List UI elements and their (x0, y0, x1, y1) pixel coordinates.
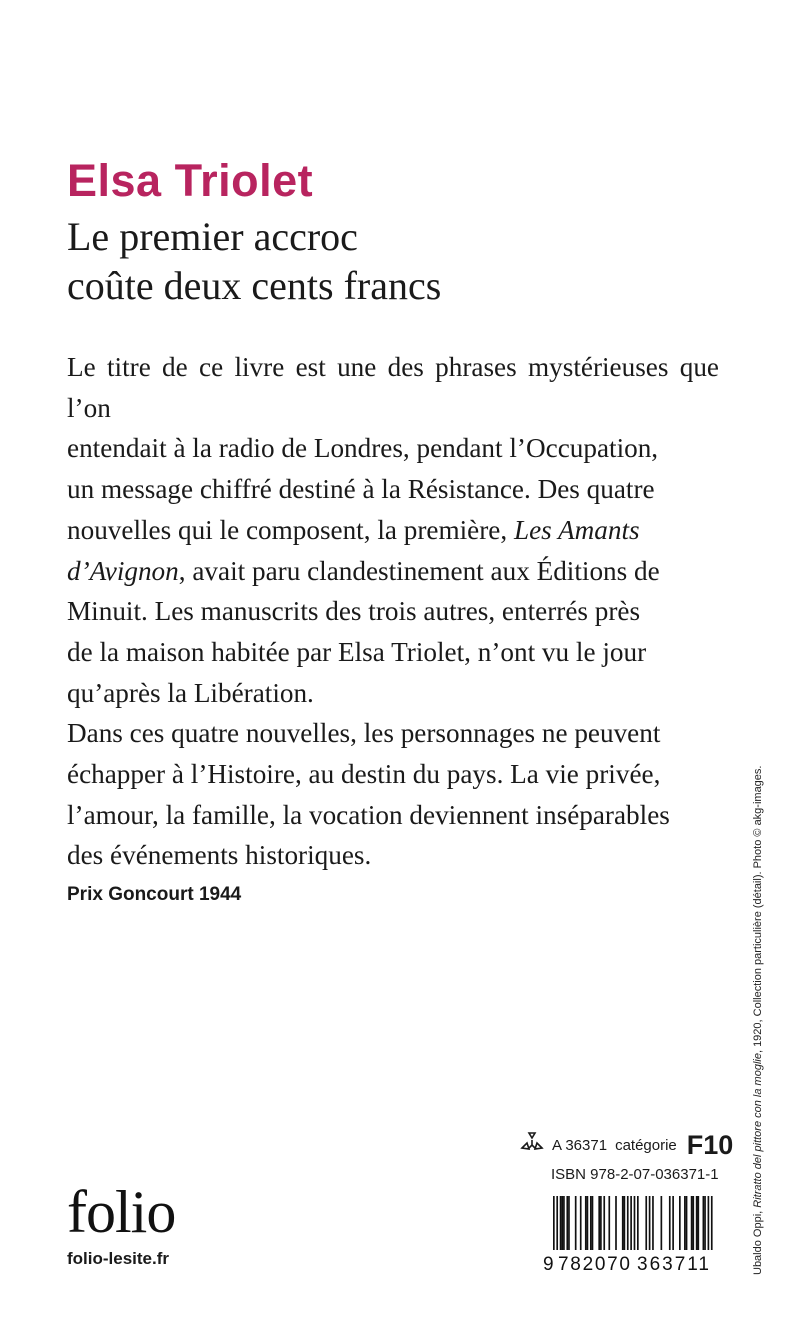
barcode (538, 1196, 718, 1274)
barcode-bar (580, 1196, 582, 1250)
blurb-italic-title: Les Amants (513, 514, 640, 545)
blurb-text: un message chiffré destiné à la Résistance. Des quatre (67, 474, 655, 505)
folio-ornament-icon (520, 1131, 544, 1159)
blurb-text: Dans ces quatre nouvelles, les personnages ne peuvent (67, 718, 661, 749)
credit-work: Ritratto del pittore con la moglie (752, 1053, 764, 1208)
barcode-bar (649, 1196, 651, 1250)
barcode-digits-left: 782070 (558, 1254, 630, 1274)
barcode-bar (696, 1196, 698, 1250)
blurb (67, 347, 719, 876)
blurb-line (67, 835, 719, 876)
blurb-text: nouvelles qui le composent, la première, (67, 514, 514, 545)
barcode-bar (561, 1196, 563, 1250)
blurb-text: de la maison habitée par Elsa Triolet, n’ont vu le jour (67, 636, 647, 667)
barcode-bar (703, 1196, 705, 1250)
website-link[interactable]: folio-lesite.fr (67, 1249, 170, 1268)
barcode-bar (608, 1196, 610, 1250)
barcode-bar (637, 1196, 639, 1250)
blurb-paragraph-2 (67, 713, 719, 876)
credit-details: , 1920, Collection particulière (détail). Photo © akg-images. (752, 765, 764, 1054)
blurb-line (67, 428, 719, 469)
blurb-line (67, 754, 719, 795)
blurb-line (67, 551, 719, 592)
barcode-bar (704, 1196, 706, 1250)
barcode-bar (669, 1196, 671, 1250)
barcode-bar (566, 1196, 568, 1250)
barcode-bar (652, 1196, 654, 1250)
credit-artist: Ubaldo Oppi, (752, 1207, 764, 1275)
blurb-line (67, 347, 719, 428)
book-title (67, 212, 727, 310)
blurb-line (67, 632, 719, 673)
catalog-number: A 36371 (552, 1136, 608, 1154)
blurb-italic-title: d’Avignon (67, 555, 179, 586)
blurb-text: Minuit. Les manuscrits des trois autres, enterrés près (67, 596, 641, 627)
blurb-paragraph-1 (67, 347, 719, 713)
barcode-bar (627, 1196, 629, 1250)
blurb-line (67, 469, 719, 510)
title-line-2: coûte deux cents francs (67, 263, 442, 308)
isbn: ISBN 978-2-07-036371-1 (551, 1166, 719, 1183)
barcode-bar (560, 1196, 562, 1250)
barcode-bar (563, 1196, 565, 1250)
barcode-bar (672, 1196, 674, 1250)
barcode-digit-first: 9 (543, 1254, 554, 1274)
barcode-bar (691, 1196, 693, 1250)
barcode-bar (622, 1196, 624, 1250)
prize-label: Prix Goncourt 1944 (67, 884, 242, 905)
blurb-text: qu’après la Libération. (67, 677, 314, 708)
barcode-bar (615, 1196, 617, 1250)
blurb-line (67, 510, 719, 551)
barcode-bar (686, 1196, 688, 1250)
category-code: F10 (686, 1129, 734, 1160)
barcode-bar (603, 1196, 605, 1250)
barcode-bar (575, 1196, 577, 1250)
blurb-text: entendait à la radio de Londres, pendant l’Occupation, (67, 433, 659, 464)
barcode-bar (587, 1196, 589, 1250)
blurb-line (67, 713, 719, 754)
author-name: Elsa Triolet (67, 155, 314, 206)
barcode-bar (585, 1196, 587, 1250)
barcode-bar (697, 1196, 699, 1250)
barcode-bar (645, 1196, 647, 1250)
blurb-text: , avait paru clandestinement aux Éditions de (178, 555, 660, 586)
barcode-bar (598, 1196, 600, 1250)
barcode-bar (568, 1196, 570, 1250)
barcode-bar (692, 1196, 694, 1250)
barcode-bar (661, 1196, 663, 1250)
blurb-line (67, 591, 719, 632)
barcode-bar (592, 1196, 594, 1250)
photo-credit (752, 766, 764, 1275)
barcode-bar (590, 1196, 592, 1250)
barcode-bar (679, 1196, 681, 1250)
blurb-text: des événements historiques. (67, 840, 372, 871)
catalog-line (520, 1130, 733, 1160)
blurb-text: Le titre de ce livre est une des phrases mystérieuses que l’on (67, 352, 719, 423)
folio-logo: folio (67, 1179, 176, 1245)
blurb-line (67, 795, 719, 836)
title-line-1: Le premier accroc (67, 214, 358, 259)
barcode-digits-right: 363711 (637, 1254, 709, 1274)
barcode-bar (684, 1196, 686, 1250)
blurb-text: échapper à l’Histoire, au destin du pays. La vie privée, (67, 759, 661, 790)
barcode-bar (600, 1196, 602, 1250)
barcode-bar (624, 1196, 626, 1250)
category-label: catégorie (615, 1136, 677, 1154)
blurb-line (67, 673, 719, 714)
blurb-text: l’amour, la famille, la vocation deviennent inséparables (67, 799, 670, 830)
